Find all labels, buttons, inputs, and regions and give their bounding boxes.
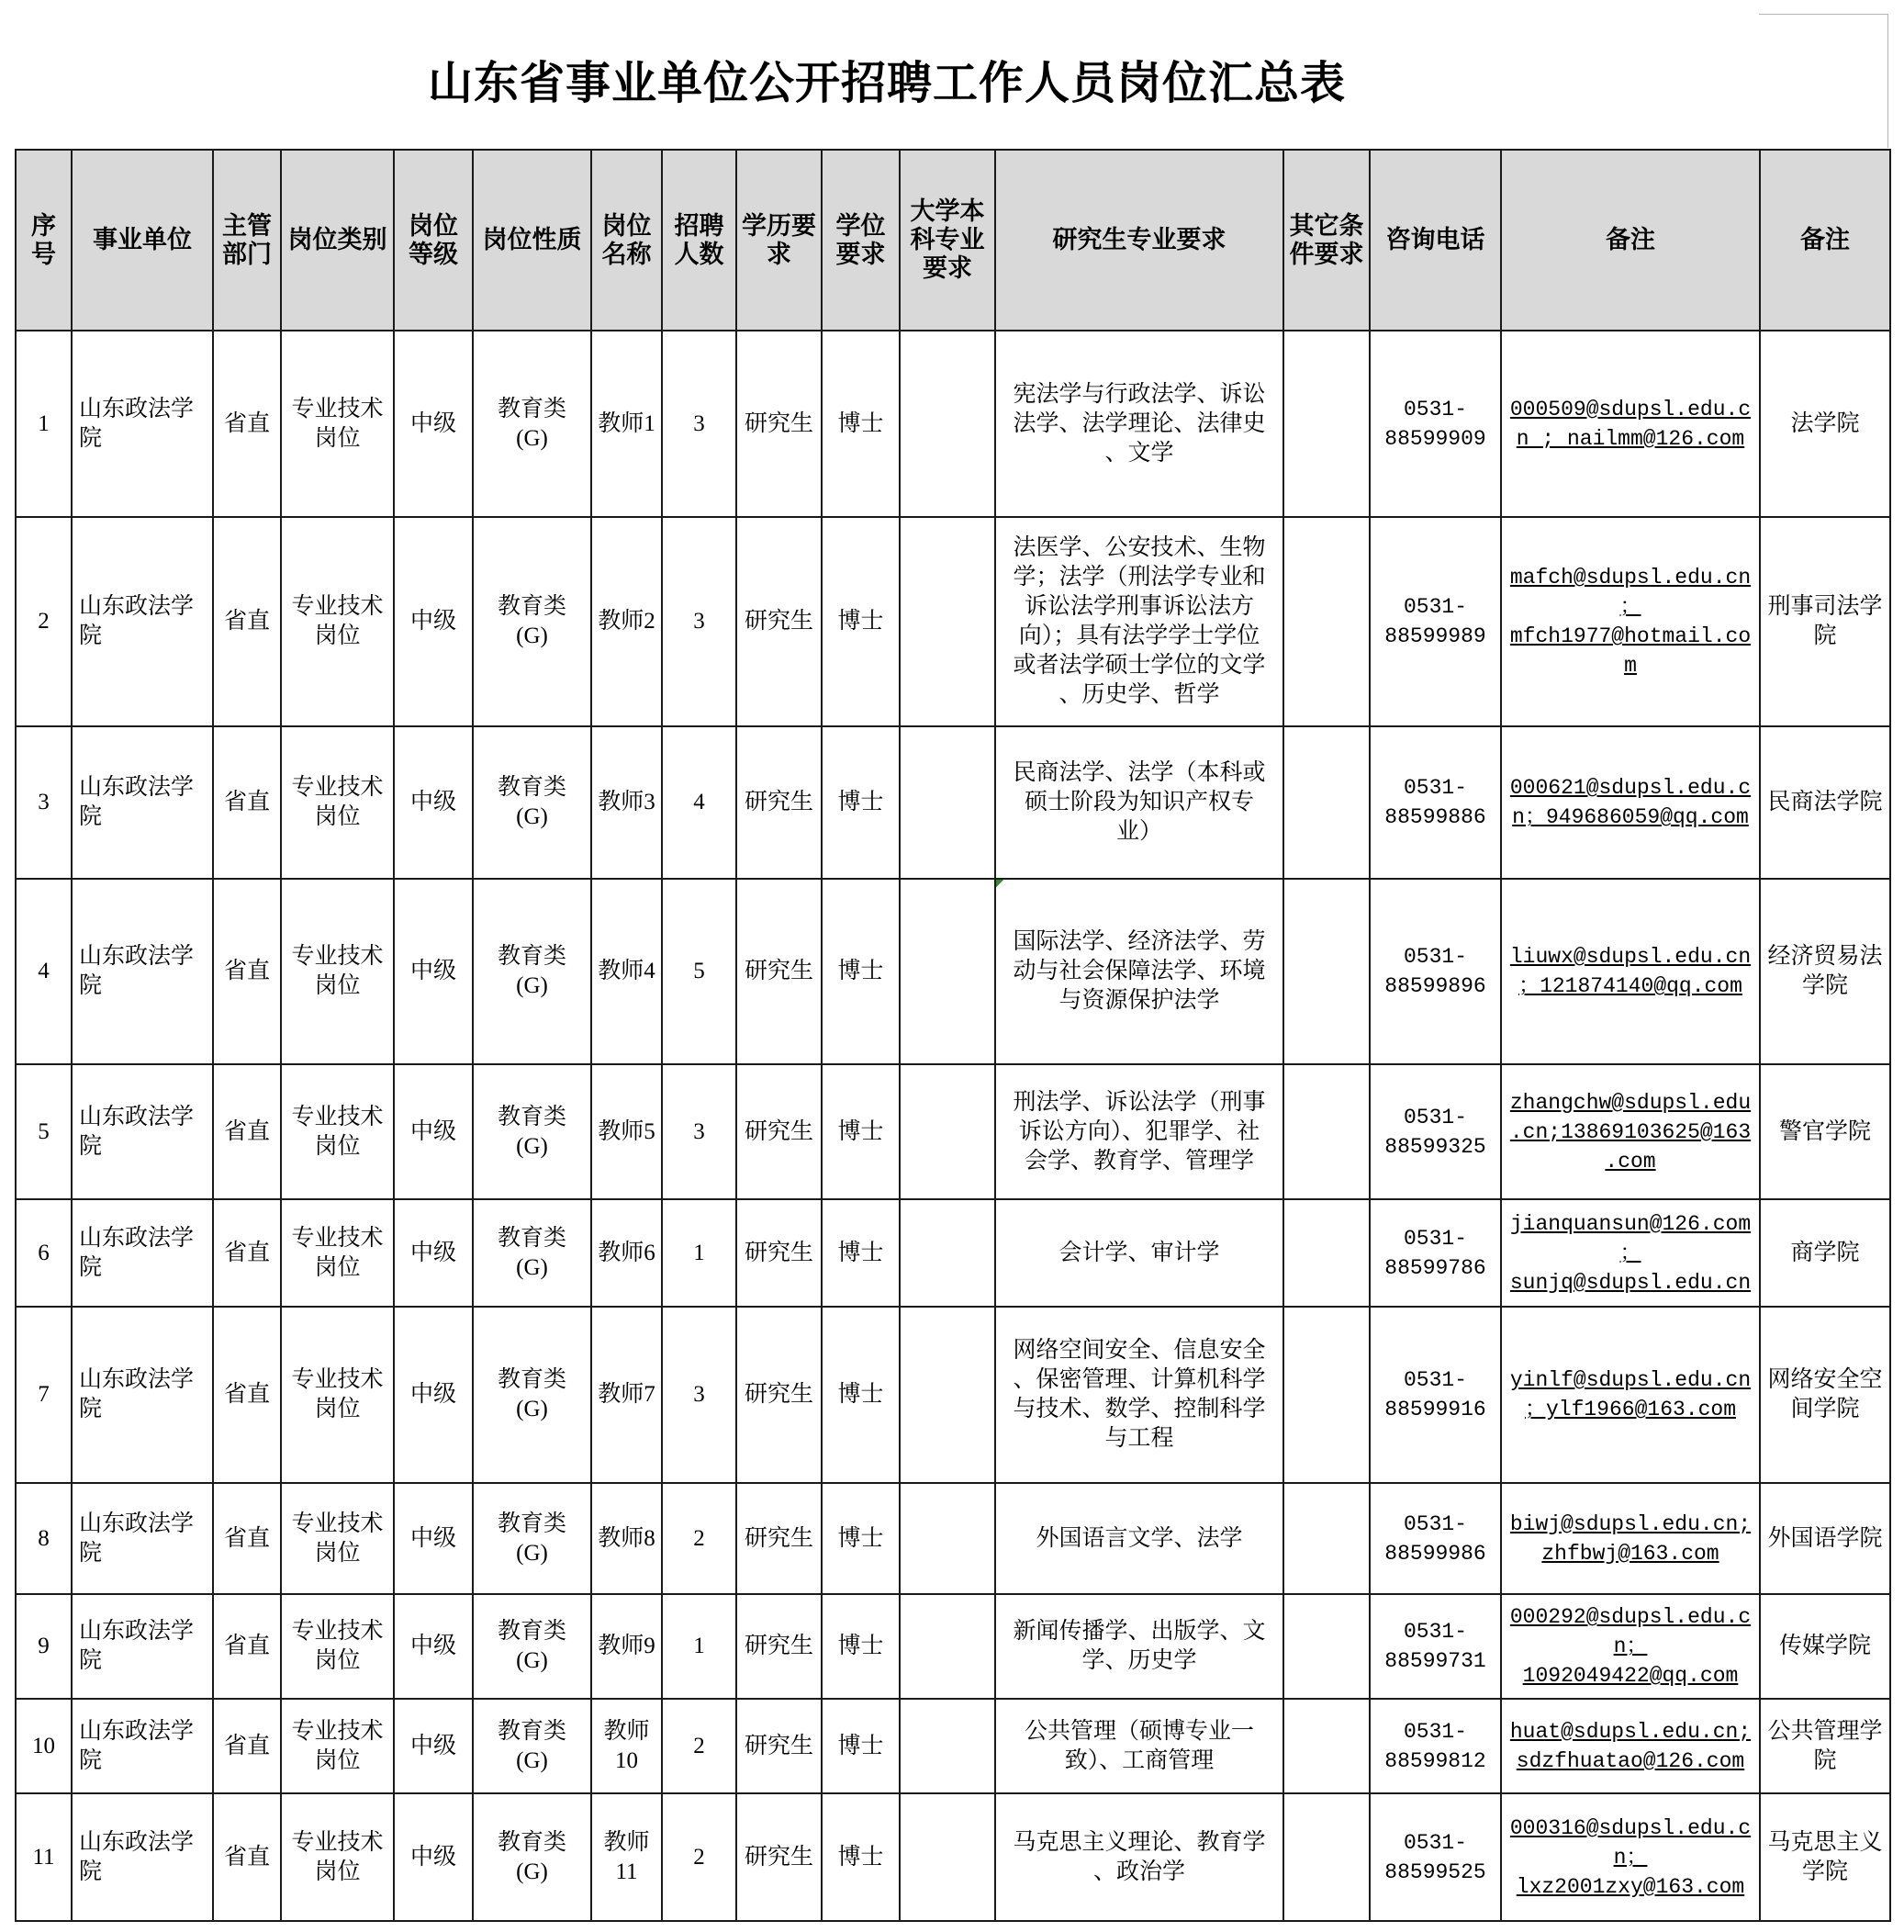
cell-email [1501, 1793, 1760, 1921]
cell-degree: 博士 [822, 1699, 900, 1793]
cell-degree: 博士 [822, 1483, 900, 1594]
cell-category: 专业技术岗位 [281, 331, 394, 517]
email-link[interactable]: liuwx@sdupsl.edu.cn ；121874140@qq.com [1509, 945, 1752, 998]
cell-category: 专业技术岗位 [281, 879, 394, 1064]
cell-education: 研究生 [736, 1793, 822, 1921]
cell-no: 9 [16, 1594, 72, 1699]
cell-unit: 山东政法学院 [72, 517, 213, 726]
cell-post: 教师 11 [591, 1793, 662, 1921]
cell-degree: 博士 [822, 1199, 900, 1307]
cell-email [1501, 1307, 1760, 1483]
cell-nature: 教育类 (G) [473, 726, 591, 879]
cell-dept: 省直 [213, 331, 281, 517]
cell-unit: 山东政法学院 [72, 1199, 213, 1307]
email-link[interactable]: jianquansun@126.com ； sunjq@sdupsl.edu.cn [1509, 1211, 1752, 1295]
cell-dept: 省直 [213, 1793, 281, 1921]
header-post-nature: 岗位性质 [473, 150, 591, 331]
table-row [16, 1199, 1890, 1307]
cell-category: 专业技术岗位 [281, 1793, 394, 1921]
cell-count: 4 [662, 726, 736, 879]
cell-category: 专业技术岗位 [281, 1064, 394, 1199]
cell-no: 8 [16, 1483, 72, 1594]
cell-undergrad-major [900, 1307, 995, 1483]
cell-other [1283, 1483, 1370, 1594]
cell-no: 11 [16, 1793, 72, 1921]
cell-email [1501, 331, 1760, 517]
cell-phone: 0531-88599731 [1370, 1594, 1501, 1699]
cell-email [1501, 1699, 1760, 1793]
header-department: 主管 部门 [213, 150, 281, 331]
header-remarks-school: 备注 [1760, 150, 1890, 331]
cell-email [1501, 726, 1760, 879]
email-link[interactable]: zhangchw@sdupsl.edu .cn;13869103625@163 .com [1509, 1090, 1752, 1174]
cell-level: 中级 [394, 1699, 473, 1793]
cell-other [1283, 1793, 1370, 1921]
cell-education: 研究生 [736, 879, 822, 1064]
cell-phone: 0531-88599909 [1370, 331, 1501, 517]
cell-education: 研究生 [736, 517, 822, 726]
cell-nature: 教育类 (G) [473, 1199, 591, 1307]
cell-unit: 山东政法学院 [72, 1307, 213, 1483]
cell-other [1283, 726, 1370, 879]
cell-undergrad-major [900, 1699, 995, 1793]
cell-category: 专业技术岗位 [281, 1483, 394, 1594]
cell-education: 研究生 [736, 1483, 822, 1594]
cell-post: 教师1 [591, 331, 662, 517]
cell-post: 教师2 [591, 517, 662, 726]
header-phone: 咨询电话 [1370, 150, 1501, 331]
cell-grad-major: 网络空间安全、信息安全 、保密管理、计算机科学 与技术、数学、控制科学 与工程 [995, 1307, 1283, 1483]
recruitment-table [15, 149, 1891, 1922]
cell-post: 教师 10 [591, 1699, 662, 1793]
cell-no: 10 [16, 1699, 72, 1793]
cell-no: 1 [16, 331, 72, 517]
cell-degree: 博士 [822, 1793, 900, 1921]
cell-email [1501, 1199, 1760, 1307]
cell-degree: 博士 [822, 1594, 900, 1699]
header-remarks-contact: 备注 [1501, 150, 1760, 331]
cell-other [1283, 1064, 1370, 1199]
cell-category: 专业技术岗位 [281, 1199, 394, 1307]
cell-phone: 0531-88599916 [1370, 1307, 1501, 1483]
cell-undergrad-major [900, 879, 995, 1064]
cell-category: 专业技术岗位 [281, 517, 394, 726]
cell-unit: 山东政法学院 [72, 1793, 213, 1921]
cell-phone: 0531-88599786 [1370, 1199, 1501, 1307]
cell-other [1283, 879, 1370, 1064]
header-serial-no: 序 号 [16, 150, 72, 331]
cell-count: 3 [662, 517, 736, 726]
cell-undergrad-major [900, 1594, 995, 1699]
cell-education: 研究生 [736, 726, 822, 879]
cell-nature: 教育类 (G) [473, 1699, 591, 1793]
cell-note: 外国语学院 [1760, 1483, 1890, 1594]
cell-nature: 教育类 (G) [473, 1483, 591, 1594]
header-grad-major: 研究生专业要求 [995, 150, 1283, 331]
cell-grad-major: 法医学、公安技术、生物 学；法学（刑法学专业和 诉讼法学刑事诉讼法方 向）；具有法学学士学位 或者法学硕士学位的文学 、历史学、哲学 [995, 517, 1283, 726]
email-link[interactable]: 000509@sdupsl.edu.c n ; nailmm@126.com [1509, 397, 1752, 451]
cell-count: 3 [662, 331, 736, 517]
cell-other [1283, 1307, 1370, 1483]
cell-unit: 山东政法学院 [72, 1064, 213, 1199]
cell-nature: 教育类 (G) [473, 1064, 591, 1199]
cell-undergrad-major [900, 1064, 995, 1199]
header-degree: 学位 要求 [822, 150, 900, 331]
cell-level: 中级 [394, 1064, 473, 1199]
cell-count: 1 [662, 1199, 736, 1307]
cell-grad-major: 民商法学、法学（本科或 硕士阶段为知识产权专 业） [995, 726, 1283, 879]
cell-dept: 省直 [213, 517, 281, 726]
cell-grad-major: 国际法学、经济法学、劳 动与社会保障法学、环境 与资源保护法学 [995, 879, 1283, 1064]
email-link[interactable]: biwj@sdupsl.edu.cn; zhfbwj@163.com [1509, 1511, 1752, 1566]
cell-level: 中级 [394, 331, 473, 517]
cell-count: 5 [662, 879, 736, 1064]
cell-grad-major: 外国语言文学、法学 [995, 1483, 1283, 1594]
cell-post: 教师3 [591, 726, 662, 879]
cell-nature: 教育类 (G) [473, 1307, 591, 1483]
cell-level: 中级 [394, 517, 473, 726]
cell-unit: 山东政法学院 [72, 1483, 213, 1594]
cell-education: 研究生 [736, 1699, 822, 1793]
cell-note: 民商法学院 [1760, 726, 1890, 879]
cell-no: 7 [16, 1307, 72, 1483]
table-row [16, 1307, 1890, 1483]
cell-education: 研究生 [736, 1307, 822, 1483]
cell-phone: 0531-88599325 [1370, 1064, 1501, 1199]
cell-undergrad-major [900, 331, 995, 517]
email-link[interactable]: 000621@sdupsl.edu.c n；949686059@qq.com [1509, 776, 1752, 829]
cell-undergrad-major [900, 517, 995, 726]
table-row [16, 1064, 1890, 1199]
cell-note: 商学院 [1760, 1199, 1890, 1307]
email-link[interactable]: yinlf@sdupsl.edu.cn ；ylf1966@163.com [1509, 1368, 1752, 1421]
cell-email [1501, 879, 1760, 1064]
header-hiring-count: 招聘 人数 [662, 150, 736, 331]
cell-education: 研究生 [736, 331, 822, 517]
email-link[interactable]: 000292@sdupsl.edu.c n； 1092049422@qq.com [1509, 1605, 1752, 1688]
cell-grad-major: 刑法学、诉讼法学（刑事 诉讼方向）、犯罪学、社 会学、教育学、管理学 [995, 1064, 1283, 1199]
cell-undergrad-major [900, 1483, 995, 1594]
cell-note: 马克思主义学院 [1760, 1793, 1890, 1921]
cell-education: 研究生 [736, 1594, 822, 1699]
cell-phone: 0531-88599525 [1370, 1793, 1501, 1921]
cell-post: 教师5 [591, 1064, 662, 1199]
cell-nature: 教育类 (G) [473, 1793, 591, 1921]
cell-count: 2 [662, 1483, 736, 1594]
cell-undergrad-major [900, 1793, 995, 1921]
cell-degree: 博士 [822, 331, 900, 517]
cell-category: 专业技术岗位 [281, 1594, 394, 1699]
page-title: 山东省事业单位公开招聘工作人员岗位汇总表 [427, 58, 1346, 108]
cell-level: 中级 [394, 1793, 473, 1921]
cell-phone: 0531-88599812 [1370, 1699, 1501, 1793]
cell-unit: 山东政法学院 [72, 1594, 213, 1699]
cell-nature: 教育类 (G) [473, 517, 591, 726]
cell-other [1283, 1199, 1370, 1307]
table-row [16, 331, 1890, 517]
cell-phone: 0531-88599986 [1370, 1483, 1501, 1594]
cell-email [1501, 1594, 1760, 1699]
cell-dept: 省直 [213, 1699, 281, 1793]
cell-email [1501, 1483, 1760, 1594]
cell-note: 法学院 [1760, 331, 1890, 517]
header-post-category: 岗位类别 [281, 150, 394, 331]
cell-dept: 省直 [213, 1594, 281, 1699]
cell-no: 2 [16, 517, 72, 726]
cell-nature: 教育类 (G) [473, 331, 591, 517]
cell-grad-major: 新闻传播学、出版学、文 学、历史学 [995, 1594, 1283, 1699]
cell-degree: 博士 [822, 517, 900, 726]
cell-dept: 省直 [213, 1483, 281, 1594]
cell-level: 中级 [394, 1199, 473, 1307]
cell-no: 5 [16, 1064, 72, 1199]
cell-grad-major: 马克思主义理论、教育学 、政治学 [995, 1793, 1283, 1921]
cell-phone: 0531-88599886 [1370, 726, 1501, 879]
cell-count: 1 [662, 1594, 736, 1699]
cell-dept: 省直 [213, 1307, 281, 1483]
cell-post: 教师9 [591, 1594, 662, 1699]
email-link[interactable]: mafch@sdupsl.edu.cn ； mfch1977@hotmail.co m [1509, 566, 1752, 678]
header-post-level: 岗位 等级 [394, 150, 473, 331]
table-row [16, 1594, 1890, 1699]
cell-level: 中级 [394, 726, 473, 879]
cell-unit: 山东政法学院 [72, 726, 213, 879]
cell-post: 教师7 [591, 1307, 662, 1483]
header-other-conditions: 其它条 件要求 [1283, 150, 1370, 331]
cell-post: 教师6 [591, 1199, 662, 1307]
cell-other [1283, 1594, 1370, 1699]
cell-unit: 山东政法学院 [72, 331, 213, 517]
cell-undergrad-major [900, 726, 995, 879]
print-area-border [1759, 14, 1888, 148]
table-row [16, 1699, 1890, 1793]
cell-post: 教师8 [591, 1483, 662, 1594]
cell-undergrad-major [900, 1199, 995, 1307]
cell-category: 专业技术岗位 [281, 1699, 394, 1793]
cell-grad-major: 宪法学与行政法学、诉讼 法学、法学理论、法律史 、文学 [995, 331, 1283, 517]
email-link[interactable]: 000316@sdupsl.edu.c n； lxz2001zxy@163.com [1509, 1815, 1752, 1899]
cell-no: 3 [16, 726, 72, 879]
header-education: 学历要 求 [736, 150, 822, 331]
cell-dept: 省直 [213, 879, 281, 1064]
cell-note: 网络安全空间学院 [1760, 1307, 1890, 1483]
cell-other [1283, 517, 1370, 726]
cell-category: 专业技术岗位 [281, 1307, 394, 1483]
cell-note: 传媒学院 [1760, 1594, 1890, 1699]
cell-phone: 0531-88599896 [1370, 879, 1501, 1064]
cell-level: 中级 [394, 1307, 473, 1483]
header-institution: 事业单位 [72, 150, 213, 331]
cell-email [1501, 517, 1760, 726]
cell-no: 4 [16, 879, 72, 1064]
cell-level: 中级 [394, 1483, 473, 1594]
cell-grad-major: 公共管理（硕博专业一 致）、工商管理 [995, 1699, 1283, 1793]
cell-level: 中级 [394, 1594, 473, 1699]
cell-dept: 省直 [213, 1199, 281, 1307]
cell-nature: 教育类 (G) [473, 879, 591, 1064]
cell-note: 公共管理学院 [1760, 1699, 1890, 1793]
cell-email [1501, 1064, 1760, 1199]
cell-note: 经济贸易法学院 [1760, 879, 1890, 1064]
cell-category: 专业技术岗位 [281, 726, 394, 879]
table-body [16, 331, 1890, 1921]
cell-unit: 山东政法学院 [72, 1699, 213, 1793]
cell-degree: 博士 [822, 1307, 900, 1483]
cell-count: 3 [662, 1307, 736, 1483]
cell-count: 2 [662, 1699, 736, 1793]
cell-dept: 省直 [213, 1064, 281, 1199]
cell-degree: 博士 [822, 726, 900, 879]
table-row [16, 879, 1890, 1064]
cell-nature: 教育类 (G) [473, 1594, 591, 1699]
cell-education: 研究生 [736, 1199, 822, 1307]
cell-other [1283, 1699, 1370, 1793]
table-row [16, 1793, 1890, 1921]
table-row [16, 726, 1890, 879]
header-row [16, 150, 1890, 331]
header-post-name: 岗位 名称 [591, 150, 662, 331]
email-link[interactable]: huat@sdupsl.edu.cn; sdzfhuatao@126.com [1509, 1719, 1752, 1773]
cell-dept: 省直 [213, 726, 281, 879]
table-row [16, 1483, 1890, 1594]
cell-degree: 博士 [822, 879, 900, 1064]
cell-count: 3 [662, 1064, 736, 1199]
cell-note: 刑事司法学院 [1760, 517, 1890, 726]
cell-count: 2 [662, 1793, 736, 1921]
cell-note: 警官学院 [1760, 1064, 1890, 1199]
cell-level: 中级 [394, 879, 473, 1064]
cell-grad-major: 会计学、审计学 [995, 1199, 1283, 1307]
cell-no: 6 [16, 1199, 72, 1307]
cell-post: 教师4 [591, 879, 662, 1064]
cell-unit: 山东政法学院 [72, 879, 213, 1064]
table-row [16, 517, 1890, 726]
cell-phone: 0531-88599989 [1370, 517, 1501, 726]
cell-degree: 博士 [822, 1064, 900, 1199]
header-undergrad-major: 大学本 科专业 要求 [900, 150, 995, 331]
cell-education: 研究生 [736, 1064, 822, 1199]
cell-other [1283, 331, 1370, 517]
